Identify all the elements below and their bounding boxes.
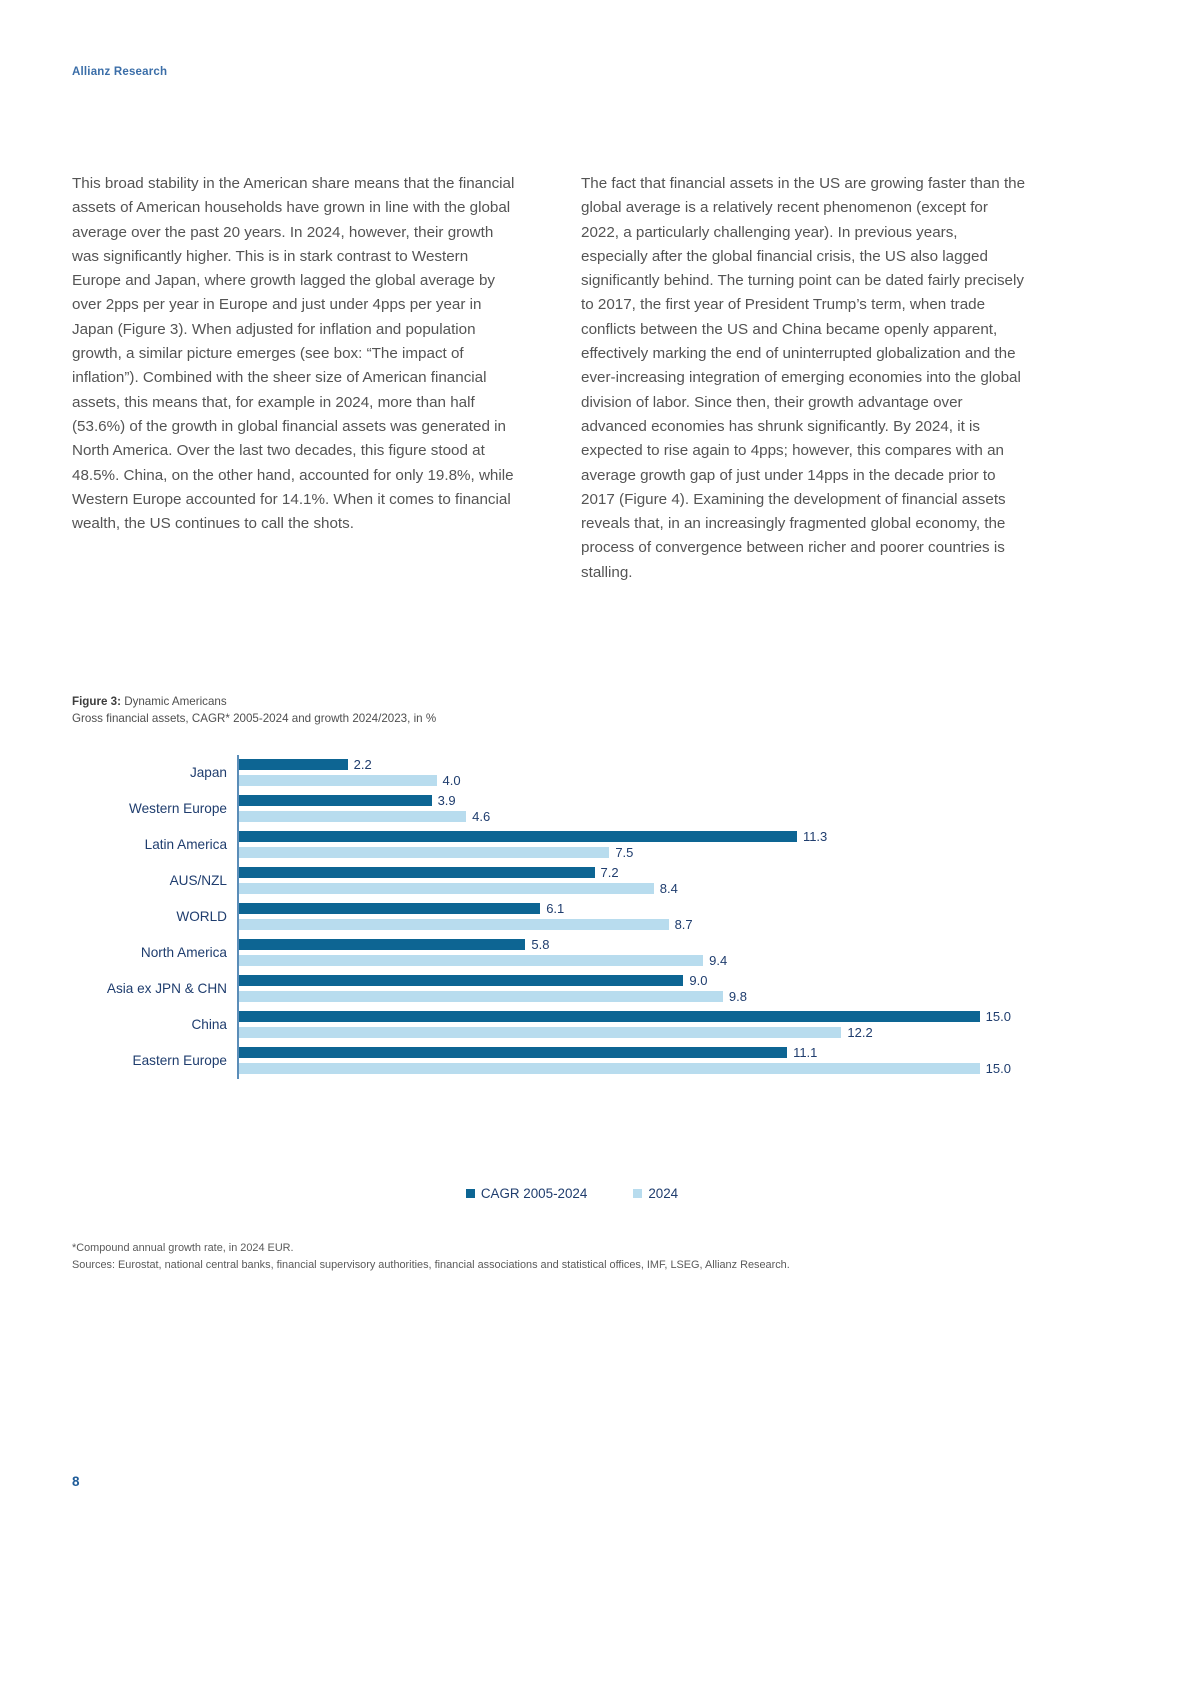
- chart-bar: [239, 883, 654, 894]
- chart-bar-group: [237, 755, 1072, 791]
- page-number: 8: [72, 1474, 80, 1489]
- chart-category-label: AUS/NZL: [169, 872, 227, 888]
- chart-bar: [239, 1011, 980, 1022]
- chart-bar-value: 5.8: [531, 937, 550, 952]
- figure-3-bar-chart: [72, 755, 1072, 1155]
- chart-bar: [239, 775, 437, 786]
- chart-row: [72, 827, 1072, 863]
- chart-bar-value: 8.4: [659, 881, 678, 896]
- chart-bar: [239, 1047, 787, 1058]
- chart-bar: [239, 831, 797, 842]
- chart-bar-value: 9.8: [728, 989, 747, 1004]
- chart-row: [72, 755, 1072, 791]
- chart-category-label: Western Europe: [129, 800, 227, 816]
- chart-bar-wrapper: [239, 795, 456, 806]
- legend-label-2024: 2024: [648, 1186, 679, 1201]
- chart-category-label: Latin America: [144, 836, 227, 852]
- chart-category-label: North America: [140, 944, 227, 960]
- chart-footnote: *Compound annual growth rate, in 2024 EUR.: [72, 1242, 294, 1254]
- chart-bar-group: [237, 1043, 1072, 1079]
- figure-subtitle: Gross financial assets, CAGR* 2005-2024 and growth 2024/2023, in %: [72, 711, 437, 725]
- chart-sources: Sources: Eurostat, national central banks, financial supervisory authorities, financial associations and statistical offices, IMF, LSEG, Allianz Research.: [72, 1259, 790, 1271]
- chart-bar-group: [237, 935, 1072, 971]
- chart-bar: [239, 1063, 980, 1074]
- brand-label: Allianz Research: [72, 66, 168, 78]
- chart-bar-value: 7.2: [600, 865, 619, 880]
- chart-bar-wrapper: [239, 939, 549, 950]
- chart-bar-wrapper: [239, 1063, 1011, 1074]
- chart-bar-value: 4.0: [442, 773, 461, 788]
- chart-rows: [72, 755, 1072, 1079]
- chart-bar-wrapper: [239, 1011, 1011, 1022]
- figure-caption: [72, 694, 436, 727]
- chart-bar-group: [237, 863, 1072, 899]
- chart-bar-group: [237, 1007, 1072, 1043]
- chart-row: [72, 899, 1072, 935]
- chart-category-label: Eastern Europe: [132, 1052, 227, 1068]
- chart-bar: [239, 811, 466, 822]
- chart-category-label: China: [191, 1016, 227, 1032]
- chart-bar-wrapper: [239, 1027, 873, 1038]
- chart-bar-value: 9.4: [709, 953, 728, 968]
- chart-bar-value: 11.1: [793, 1045, 818, 1060]
- chart-bar: [239, 795, 432, 806]
- chart-bar-wrapper: [239, 811, 490, 822]
- chart-bar-group: [237, 971, 1072, 1007]
- chart-bar: [239, 903, 540, 914]
- chart-bar-value: 2.2: [353, 757, 372, 772]
- chart-bar-value: 8.7: [674, 917, 693, 932]
- chart-bar-value: 12.2: [847, 1025, 873, 1040]
- chart-bar: [239, 955, 703, 966]
- left-text-column: [72, 172, 519, 585]
- chart-bar-wrapper: [239, 831, 827, 842]
- chart-bar-value: 7.5: [615, 845, 634, 860]
- chart-bar-group: [237, 827, 1072, 863]
- right-text-column: [581, 172, 1028, 585]
- chart-bar: [239, 867, 595, 878]
- legend-item-cagr: [466, 1186, 587, 1201]
- chart-bar: [239, 759, 348, 770]
- chart-row: [72, 1007, 1072, 1043]
- chart-notes: [72, 1240, 1082, 1274]
- chart-bar-wrapper: [239, 759, 372, 770]
- chart-legend: [72, 1186, 1072, 1201]
- legend-label-cagr: CAGR 2005-2024: [480, 1186, 588, 1201]
- chart-bar: [239, 919, 669, 930]
- chart-row: [72, 1043, 1072, 1079]
- chart-bar-wrapper: [239, 883, 678, 894]
- chart-bar-wrapper: [239, 847, 633, 858]
- chart-bar-value: 15.0: [985, 1061, 1011, 1076]
- chart-bar-wrapper: [239, 919, 693, 930]
- chart-bar: [239, 991, 723, 1002]
- legend-swatch-icon-cagr: [466, 1189, 475, 1198]
- chart-bar-wrapper: [239, 955, 727, 966]
- legend-swatch-icon-2024: [633, 1189, 642, 1198]
- chart-bar-wrapper: [239, 975, 707, 986]
- chart-bar-group: [237, 899, 1072, 935]
- chart-bar-value: 4.6: [472, 809, 491, 824]
- chart-bar-wrapper: [239, 903, 564, 914]
- chart-bar-value: 6.1: [546, 901, 565, 916]
- chart-bar-wrapper: [239, 991, 747, 1002]
- chart-row: [72, 863, 1072, 899]
- right-column-paragraph: The fact that financial assets in the US are growing faster than the global average is a relatively recent phenomenon (except for 2022, a particularly challenging year). In previous years, especially after the global financial crisis, the US also lagged significantly behind. The turning point can be dated fairly precisely to 2017, the first year of President Trump’s term, when trade conflicts between the US and China became openly apparent, effectively marking the end of uninterrupted globalization and the ever-increasing integration of emerging economies into the global division of labor. Since then, their growth advantage over advanced economies has shrunk significantly. By 2024, it is expected to rise again to 4pps; however, this compares with an average growth gap of just under 14pps in the decade prior to 2017 (Figure 4). Examining the development of financial assets reveals that, in an increasingly fragmented global economy, the process of convergence between richer and poorer countries is stalling.: [581, 175, 1026, 581]
- chart-bar-value: 15.0: [985, 1009, 1011, 1024]
- chart-bar-value: 3.9: [437, 793, 456, 808]
- chart-category-label: Japan: [189, 764, 227, 780]
- chart-bar: [239, 847, 609, 858]
- chart-bar: [239, 1027, 841, 1038]
- legend-item-2024: [633, 1186, 678, 1201]
- chart-bar-value: 11.3: [802, 829, 828, 844]
- chart-row: [72, 935, 1072, 971]
- chart-bar-wrapper: [239, 1047, 817, 1058]
- left-column-paragraph: This broad stability in the American share means that the financial assets of American households have grown in line with the global average over the past 20 years. In 2024, however, their growth was significantly higher. This is in stark contrast to Western Europe and Japan, where growth lagged the global average by over 2pps per year in Europe and just under 4pps per year in Japan (Figure 3). When adjusted for inflation and population growth, a similar picture emerges (see box: “The impact of inflation”). Combined with the sheer size of American financial assets, this means that, for example in 2024, more than half (53.6%) of the growth in global financial assets was generated in North America. Over the last two decades, this figure stood at 48.5%. China, on the other hand, accounted for only 19.8%, while Western Europe accounted for 14.1%. When it comes to financial wealth, the US continues to call the shots.: [72, 175, 515, 533]
- body-columns: [72, 172, 1128, 585]
- figure-label: Figure 3:: [72, 695, 121, 708]
- chart-bar-wrapper: [239, 867, 619, 878]
- chart-row: [72, 791, 1072, 827]
- chart-bar-group: [237, 791, 1072, 827]
- chart-bar-value: 9.0: [689, 973, 708, 988]
- chart-row: [72, 971, 1072, 1007]
- chart-bar: [239, 975, 683, 986]
- chart-category-label: Asia ex JPN & CHN: [106, 980, 227, 996]
- chart-bar-wrapper: [239, 775, 461, 786]
- chart-bar: [239, 939, 525, 950]
- figure-title: Dynamic Americans: [120, 695, 227, 708]
- chart-category-label: WORLD: [176, 908, 227, 924]
